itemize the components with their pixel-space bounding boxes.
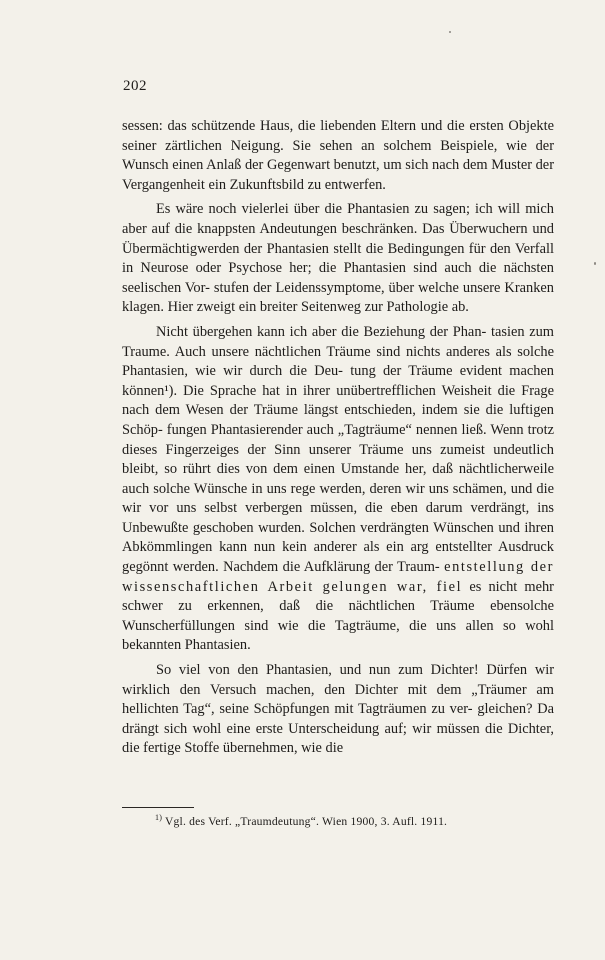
footnote-rule <box>122 807 194 808</box>
paragraph-2: Es wäre noch vielerlei über die Phantasien zu sagen; ich will mich aber auf die knappsten Andeutungen beschränken. Das Überwuchern und Übermächtigwerden der Phantasien stellt die Bedingungen für den Verfall in Neurose oder Psychose her; die Phantasien sind auch die nächsten seelischen Vor- stufen der Leidenssymptome, über welche unsere Kranken klagen. Hier zweigt ein breiter Seitenweg zur Pathologie ab. <box>122 201 554 316</box>
footnote <box>155 815 447 828</box>
footnote-text: Vgl. des Verf. „Traumdeutung“. Wien 1900, 3. Aufl. 1911. <box>164 815 448 828</box>
body-text <box>122 117 554 759</box>
paragraph-3: Nicht übergehen kann ich aber die Beziehung der Phan- tasien zum Traume. Auch unsere nächtlichen Träume sind nichts anderes als solche Phantasien, wie wir durch die Deu- tung der Träume evident machen können¹). Die Sprache hat in ihrer unübertrefflichen Weisheit die Frage nach dem Wesen der Träume längst entschieden, indem sie die luftigen Schöp- fungen Phantasierender auch „Tagträume“ nennen ließ. Wenn trotz dieses Fingerzeiges der Sinn unserer Träume uns zumeist undeutlich bleibt, so rührt dies von dem einen Umstande her, daß nächtlicherweile auch solche Wünsche in uns rege werden, deren wir uns schämen, und die wir vor uns selbst verbergen müssen, die eben darum verdrängt, ins Unbewußte geschoben wurden. Solchen verdrängten Wünschen und ihren Abkömmlingen kann nun kein anderer als ein arg entstellter Ausdruck gegönnt werden. Nachdem die Aufklärung der Traum- entstellung der wissenschaftlichen Arbeit gelungen war, fiel es nicht mehr schwer zu erkennen, daß die nächtlichen Träume ebensolche Wunscherfüllungen sind wie die Tagträume, die uns allen so wohl bekannten Phantasien. <box>122 323 554 654</box>
footnote-marker: 1) <box>155 813 163 823</box>
scan-speck <box>449 31 451 33</box>
page-number: 202 <box>123 78 147 94</box>
scan-speck <box>594 262 596 265</box>
paragraph-4: So viel von den Phantasien, und nun zum Dichter! Dürfen wir wirklich den Versuch machen, den Dichter mit dem „Träumer am hellichten Tag“, seine Schöpfungen mit Tagträumen zu ver- gleichen? Da drängt sich wohl eine erste Unterscheidung auf; wir müssen die Dichter, die fertige Stoffe übernehmen, wie die <box>122 662 555 757</box>
paragraph-1: sessen: das schützende Haus, die liebenden Eltern und die ersten Objekte seiner zärtlichen Neigung. Sie sehen an solchem Beispiele, wie der Wunsch einen Anlaß der Gegenwart benutzt, um sich nach dem Muster der Vergangenheit ein Zukunftsbild zu entwerfen. <box>122 118 554 193</box>
